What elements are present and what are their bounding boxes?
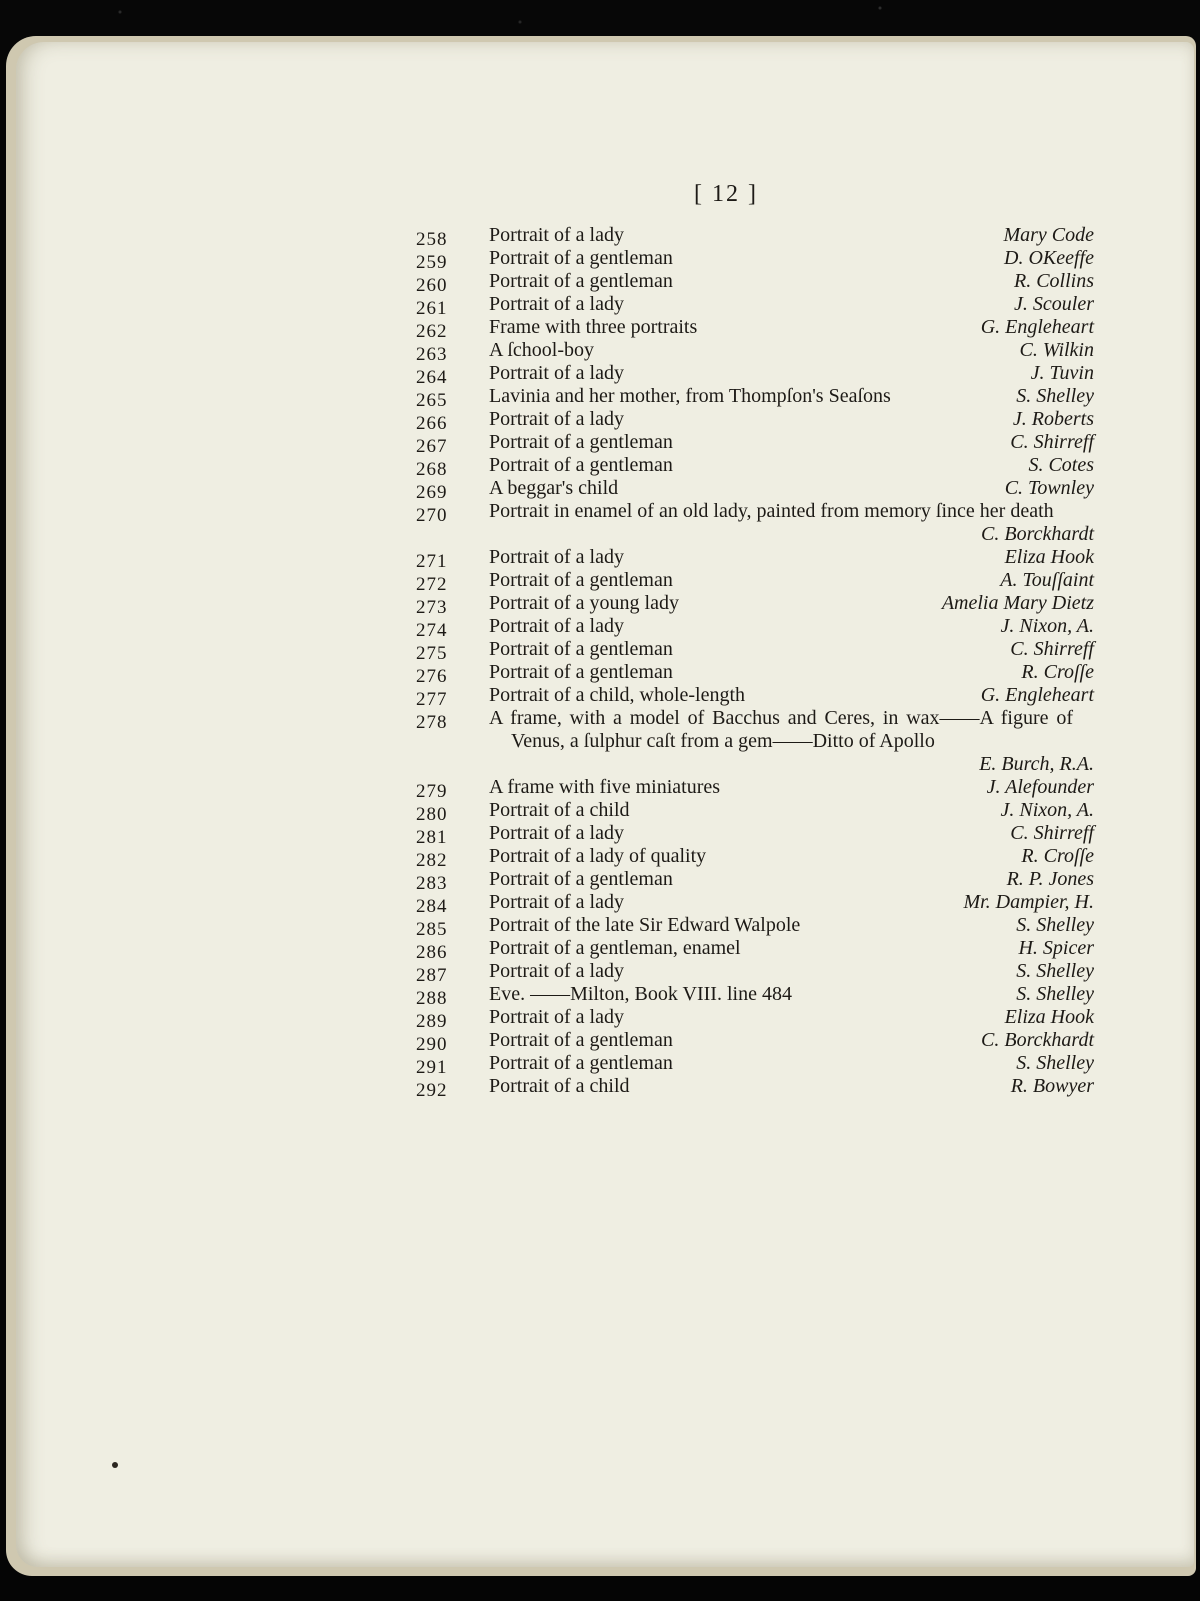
entry-title: Eve. ——Milton, Book VIII. line 484: [489, 983, 792, 1005]
entry-number: 264: [416, 367, 448, 388]
entry-number: 271: [416, 551, 448, 572]
entry-title: A frame, with a model of Bacchus and Ceres, in wax——A figure of Venus, a ſulphur caſt from a gem——Ditto of Apollo: [489, 707, 1073, 752]
entry-title: Portrait of the late Sir Edward Walpole: [489, 914, 801, 936]
entry-number: 288: [416, 988, 448, 1009]
entry-title: Portrait of a gentleman, enamel: [489, 937, 741, 959]
entry-title: Portrait of a lady: [489, 1006, 624, 1028]
entry-artist: J. Alefounder: [981, 776, 1094, 799]
entry-artist: R. P. Jones: [1001, 868, 1094, 891]
entry-title: Portrait in enamel of an old lady, painted from memory ſince her death: [489, 500, 1054, 522]
entry-artist: J. Nixon, A.: [994, 799, 1094, 822]
catalogue-entry: [416, 454, 1106, 480]
entry-title: Portrait of a gentleman: [489, 868, 673, 890]
entry-title: Portrait of a gentleman: [489, 247, 673, 269]
entry-number: 277: [416, 689, 448, 710]
catalogue-entry: [416, 385, 1106, 411]
entry-number: 262: [416, 321, 448, 342]
entry-number: 258: [416, 229, 448, 250]
entry-title: Portrait of a lady: [489, 293, 624, 315]
entry-number: 276: [416, 666, 448, 687]
catalogue-list: [416, 224, 1106, 1101]
entry-artist: S. Shelley: [1010, 385, 1094, 408]
entry-title: Lavinia and her mother, from Thompſon's Seaſons: [489, 385, 891, 407]
entry-number: 260: [416, 275, 448, 296]
catalogue-entry: [416, 707, 1106, 776]
catalogue-entry: [416, 868, 1106, 894]
catalogue-entry: [416, 224, 1106, 250]
ink-spot: [112, 1462, 118, 1468]
entry-artist: C. Borckhardt: [975, 1029, 1094, 1052]
entry-number: 259: [416, 252, 448, 273]
entry-artist: C. Borckhardt: [975, 523, 1094, 546]
entry-number: 282: [416, 850, 448, 871]
entry-artist: S. Shelley: [1010, 983, 1094, 1006]
catalogue-entry: [416, 1052, 1106, 1078]
entry-number: 267: [416, 436, 448, 457]
catalogue-entry: [416, 983, 1106, 1009]
entry-title: Portrait of a gentleman: [489, 569, 673, 591]
entry-number: 275: [416, 643, 448, 664]
entry-artist: Amelia Mary Dietz: [936, 592, 1094, 615]
catalogue-entry: [416, 247, 1106, 273]
entry-number: 279: [416, 781, 448, 802]
catalogue-entry: [416, 845, 1106, 871]
catalogue-page: [16, 42, 1194, 1567]
catalogue-entry: [416, 822, 1106, 848]
entry-artist: Mary Code: [997, 224, 1094, 247]
entry-title: Portrait of a gentleman: [489, 661, 673, 683]
entry-artist: J. Scouler: [1008, 293, 1094, 316]
entry-artist: R. Croſſe: [1015, 661, 1094, 684]
catalogue-entry: [416, 937, 1106, 963]
entry-artist: Eliza Hook: [999, 1006, 1094, 1029]
entry-artist: S. Shelley: [1010, 914, 1094, 937]
entry-artist: J. Tuvin: [1025, 362, 1094, 385]
entry-artist: H. Spicer: [1012, 937, 1094, 960]
entry-artist: D. OKeeffe: [998, 247, 1094, 270]
entry-title: Portrait of a gentleman: [489, 1052, 673, 1074]
entry-title: Portrait of a gentleman: [489, 431, 673, 453]
entry-number: 281: [416, 827, 448, 848]
entry-artist: R. Croſſe: [1015, 845, 1094, 868]
entry-title: Portrait of a gentleman: [489, 270, 673, 292]
catalogue-entry: [416, 615, 1106, 641]
catalogue-entry: [416, 569, 1106, 595]
catalogue-entry: [416, 293, 1106, 319]
entry-number: 270: [416, 505, 448, 526]
entry-artist: C. Shirreff: [1004, 822, 1094, 845]
entry-number: 283: [416, 873, 448, 894]
page-number: [ 12 ]: [694, 181, 758, 207]
entry-artist: G. Engleheart: [975, 684, 1094, 707]
entry-title: Portrait of a gentleman: [489, 454, 673, 476]
entry-artist: A. Touſſaint: [994, 569, 1094, 592]
entry-title: Portrait of a child: [489, 799, 630, 821]
entry-number: 287: [416, 965, 448, 986]
entry-number: 291: [416, 1057, 448, 1078]
entry-number: 269: [416, 482, 448, 503]
entry-title: Portrait of a lady: [489, 224, 624, 246]
entry-title: Portrait of a lady: [489, 408, 624, 430]
catalogue-entry: [416, 362, 1106, 388]
entry-title: Portrait of a child: [489, 1075, 630, 1097]
entry-artist: S. Shelley: [1010, 960, 1094, 983]
entry-artist: J. Roberts: [1007, 408, 1094, 431]
entry-artist: S. Shelley: [1010, 1052, 1094, 1075]
catalogue-entry: [416, 960, 1106, 986]
catalogue-entry: [416, 914, 1106, 940]
catalogue-entry: [416, 638, 1106, 664]
entry-number: 280: [416, 804, 448, 825]
entry-number: 265: [416, 390, 448, 411]
entry-title: Portrait of a lady: [489, 960, 624, 982]
entry-title: Portrait of a gentleman: [489, 638, 673, 660]
catalogue-entry: [416, 799, 1106, 825]
entry-title: A ſchool-boy: [489, 339, 594, 361]
catalogue-entry: [416, 477, 1106, 503]
entry-number: 278: [416, 712, 448, 733]
catalogue-entry: [416, 684, 1106, 710]
catalogue-entry: [416, 339, 1106, 365]
entry-number: 274: [416, 620, 448, 641]
catalogue-entry: [416, 408, 1106, 434]
entry-number: 273: [416, 597, 448, 618]
catalogue-entry: [416, 270, 1106, 296]
entry-title: Portrait of a lady: [489, 822, 624, 844]
catalogue-entry: [416, 431, 1106, 457]
catalogue-entry: [416, 661, 1106, 687]
entry-number: 286: [416, 942, 448, 963]
entry-number: 285: [416, 919, 448, 940]
entry-number: 289: [416, 1011, 448, 1032]
entry-number: 290: [416, 1034, 448, 1055]
entry-artist: C. Wilkin: [1014, 339, 1094, 362]
catalogue-entry: [416, 592, 1106, 618]
entry-title: Portrait of a young lady: [489, 592, 679, 614]
entry-number: 272: [416, 574, 448, 595]
catalogue-entry: [416, 316, 1106, 342]
entry-title: Portrait of a gentleman: [489, 1029, 673, 1051]
entry-artist: C. Shirreff: [1004, 638, 1094, 661]
catalogue-entry: [416, 1075, 1106, 1101]
entry-title: Portrait of a lady: [489, 362, 624, 384]
entry-number: 263: [416, 344, 448, 365]
catalogue-entry: [416, 500, 1106, 546]
entry-artist: C. Townley: [999, 477, 1094, 500]
catalogue-entry: [416, 776, 1106, 802]
entry-number: 284: [416, 896, 448, 917]
entry-number: 261: [416, 298, 448, 319]
entry-title: A beggar's child: [489, 477, 619, 499]
entry-title: Portrait of a child, whole-length: [489, 684, 746, 706]
entry-title: Frame with three portraits: [489, 316, 698, 338]
catalogue-entry: [416, 1006, 1106, 1032]
entry-artist: G. Engleheart: [975, 316, 1094, 339]
entry-artist: Mr. Dampier, H.: [957, 891, 1094, 914]
entry-title: A frame with five miniatures: [489, 776, 721, 798]
catalogue-entry: [416, 891, 1106, 917]
entry-artist: Eliza Hook: [999, 546, 1094, 569]
entry-artist: E. Burch, R.A.: [973, 753, 1094, 776]
entry-title: Portrait of a lady: [489, 546, 624, 568]
entry-title: Portrait of a lady: [489, 891, 624, 913]
entry-number: 268: [416, 459, 448, 480]
entry-number: 292: [416, 1080, 448, 1101]
entry-artist: J. Nixon, A.: [994, 615, 1094, 638]
entry-artist: C. Shirreff: [1004, 431, 1094, 454]
entry-title: Portrait of a lady of quality: [489, 845, 707, 867]
catalogue-entry: [416, 546, 1106, 572]
catalogue-entry: [416, 1029, 1106, 1055]
entry-artist: R. Bowyer: [1005, 1075, 1094, 1098]
entry-artist: R. Collins: [1008, 270, 1094, 293]
entry-number: 266: [416, 413, 448, 434]
entry-artist: S. Cotes: [1022, 454, 1094, 477]
entry-title: Portrait of a lady: [489, 615, 624, 637]
